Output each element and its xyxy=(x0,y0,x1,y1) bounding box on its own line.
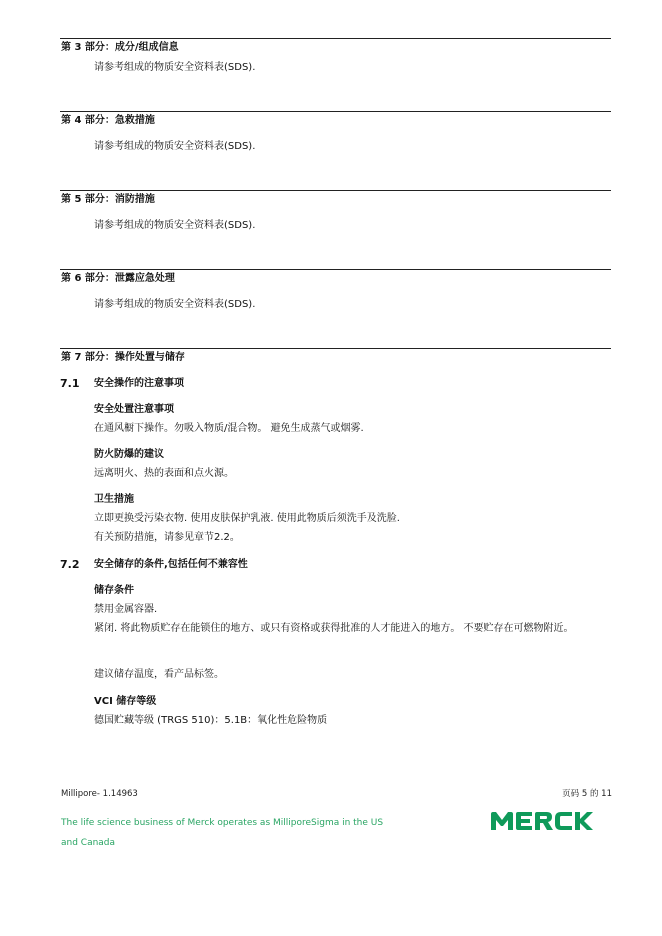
subsection-7-2-title: 安全储存的条件,包括任何不兼容性 xyxy=(94,559,248,570)
section-4-title: 第 4 部分：急救措施 xyxy=(61,115,155,126)
storage-location-text: 紧闭. 将此物质贮存在能锁住的地方、或只有资格或获得批准的人才能进入的地方。 不要贮存在可燃物附近。 xyxy=(94,623,574,634)
section-5-title: 第 5 部分：消防措施 xyxy=(61,194,155,205)
vci-class-text: 德国贮藏等级 (TRGS 510)：5.1B：氧化性危险物质 xyxy=(94,715,328,726)
hygiene-text: 立即更换受污染衣物. 使用皮肤保护乳液. 使用此物质后须洗手及洗脸. xyxy=(94,513,400,524)
section-divider xyxy=(60,348,611,349)
section-6-title: 第 6 部分：泄露应急处理 xyxy=(61,273,175,284)
subsection-7-1-title: 安全操作的注意事项 xyxy=(94,378,184,389)
vci-class-heading: VCI 储存等级 xyxy=(94,696,157,707)
storage-temperature-text: 建议储存温度，看产品标签。 xyxy=(94,669,224,680)
section-divider xyxy=(60,111,611,112)
product-code: Millipore- 1.14963 xyxy=(61,789,138,799)
section-7-title: 第 7 部分：操作处置与储存 xyxy=(61,352,185,363)
section-divider xyxy=(60,190,611,191)
safe-handling-heading: 安全处置注意事项 xyxy=(94,404,174,415)
fire-advice-heading: 防火防爆的建议 xyxy=(94,449,164,460)
storage-container-text: 禁用金属容器. xyxy=(94,604,158,615)
section-6-text: 请参考组成的物质安全资料表(SDS). xyxy=(94,299,256,310)
page-number: 页码 5 的 11 xyxy=(562,789,612,799)
merck-logo xyxy=(490,811,614,831)
safe-handling-text: 在通风橱下操作。勿吸入物质/混合物。 避免生成蒸气或烟雾. xyxy=(94,423,364,434)
section-4-text: 请参考组成的物质安全资料表(SDS). xyxy=(94,141,256,152)
section-3-title: 第 3 部分：成分/组成信息 xyxy=(61,42,179,53)
hygiene-reference-text: 有关预防措施，请参见章节2.2。 xyxy=(94,532,240,543)
hygiene-heading: 卫生措施 xyxy=(94,494,134,505)
section-3-text: 请参考组成的物质安全资料表(SDS). xyxy=(94,62,256,73)
subsection-7-1-number: 7.1 xyxy=(60,377,80,390)
section-divider xyxy=(60,269,611,270)
section-divider xyxy=(60,38,611,39)
footer-tagline: The life science business of Merck operates as MilliporeSigma in the US and Canada xyxy=(61,818,384,848)
section-5-text: 请参考组成的物质安全资料表(SDS). xyxy=(94,220,256,231)
subsection-7-2-number: 7.2 xyxy=(60,558,80,571)
fire-advice-text: 远离明火、热的表面和点火源。 xyxy=(94,468,234,479)
storage-conditions-heading: 储存条件 xyxy=(94,585,134,596)
